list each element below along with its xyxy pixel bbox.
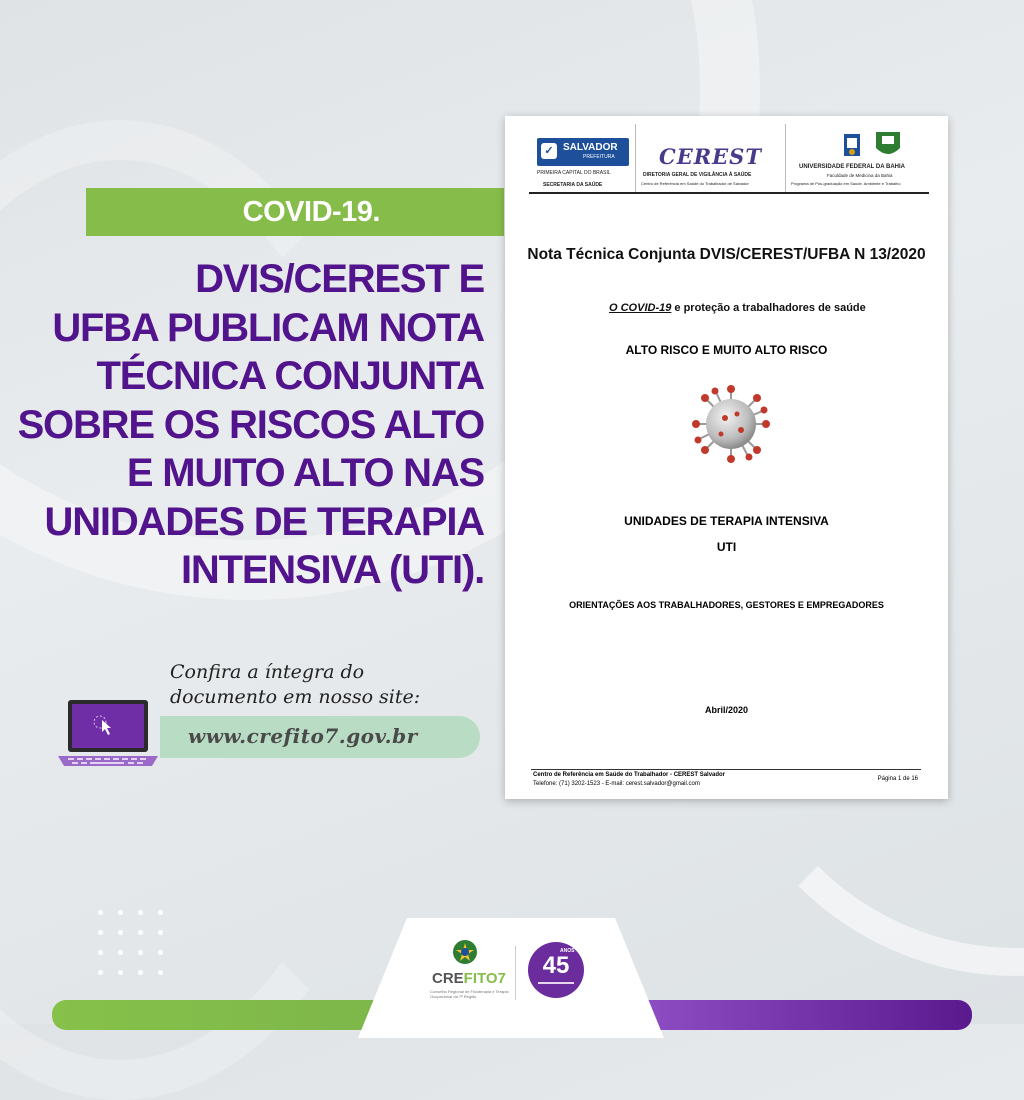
headline-line: E MUITO ALTO NAS	[126, 451, 484, 495]
salvador-logo-subtext: PREFEITURA	[583, 154, 615, 160]
crefito-logo-part: CRE	[432, 970, 464, 987]
crefito-subtitle: Conselho Regional de Fisioterapia e Terapia Ocupacional da 7ª Região	[430, 989, 509, 999]
headline-line: TÉCNICA CONJUNTA	[96, 354, 484, 398]
headline-line: UFBA PUBLICAM NOTA	[52, 305, 484, 350]
anniversary-badge	[528, 942, 584, 998]
anniversary-anos: ANOS	[560, 948, 575, 954]
ufba-name: UNIVERSIDADE FEDERAL DA BAHIA	[799, 164, 906, 170]
laptop-icon	[58, 698, 158, 770]
salvador-logo	[537, 138, 629, 166]
website-url[interactable]: www.crefito7.gov.br	[188, 724, 418, 748]
logo-divider	[785, 124, 786, 192]
website-link[interactable]	[160, 716, 480, 758]
decorative-dot-grid	[98, 910, 164, 976]
confira-line: Confira a íntegra do	[170, 661, 365, 683]
ufba-subtext: Programa de Pós-graduação em Saúde, Ambiente e Trabalho	[791, 181, 901, 186]
covid-tag	[86, 188, 504, 236]
ufba-subtext: Faculdade de Medicina da Bahia	[827, 173, 893, 178]
salvador-logo-text: SALVADOR	[563, 142, 618, 153]
covid-tag-label: COVID-19.	[242, 196, 380, 228]
footer-divider	[515, 946, 516, 1000]
salvador-emblem-icon: ✓	[541, 143, 557, 159]
confira-text	[170, 660, 420, 710]
coronavirus-icon	[691, 384, 771, 464]
fmb-crest-icon	[874, 130, 902, 160]
anniversary-number: 45	[542, 952, 570, 979]
crefito-logo	[432, 970, 506, 987]
anniversary-underline	[538, 982, 574, 984]
document-footer-rule	[531, 769, 921, 770]
headline-line: SOBRE OS RISCOS ALTO	[17, 402, 484, 447]
headline-line: UNIDADES DE TERAPIA	[44, 499, 484, 544]
document-uti-heading: UNIDADES DE TERAPIA INTENSIVA	[624, 514, 829, 528]
document-footer-org: Centro de Referência em Saúde do Trabalhador - CEREST Salvador	[533, 772, 726, 778]
salvador-secretaria-text: SECRETARIA DA SAÚDE	[543, 182, 603, 188]
document-risk-heading: ALTO RISCO E MUITO ALTO RISCO	[625, 343, 828, 357]
footer-logo-tab	[358, 918, 664, 1038]
document-subtitle	[609, 302, 866, 314]
salvador-capital-text: PRIMEIRA CAPITAL DO BRASIL	[537, 170, 611, 176]
headline-line: INTENSIVA (UTI).	[180, 548, 484, 592]
document-footer-contact: Telefone: (71) 3202-1523 - E-mail: cerest.salvador@gmail.com	[533, 781, 700, 787]
cerest-subtext: Centro de Referência em Saúde do Trabalhador de Salvador	[641, 181, 749, 186]
document-subtitle-rest: e proteção a trabalhadores de saúde	[671, 302, 866, 314]
logo-divider	[635, 124, 636, 192]
cerest-logo: CEREST	[659, 144, 762, 169]
document-logo-header	[529, 124, 929, 194]
document-date: Abril/2020	[704, 705, 749, 715]
headline	[14, 255, 484, 595]
brazil-coat-of-arms-icon	[451, 938, 479, 966]
ufba-crest-icon	[842, 132, 862, 158]
document-subtitle-emphasis: O COVID-19	[609, 302, 672, 314]
cerest-subtext: DIRETORIA GERAL DE VIGILÂNCIA À SAÚDE	[643, 172, 752, 178]
confira-line: documento em nosso site:	[170, 686, 421, 708]
document-orientations: ORIENTAÇÕES AOS TRABALHADORES, GESTORES E EMPREGADORES	[569, 600, 884, 610]
headline-line: DVIS/CEREST E	[195, 257, 484, 301]
crefito-logo-part: FITO7	[463, 970, 506, 987]
document-uti-abbrev: UTI	[716, 540, 737, 554]
document-page-number: Página 1 de 16	[877, 776, 918, 782]
document-preview	[505, 116, 948, 799]
document-title: Nota Técnica Conjunta DVIS/CEREST/UFBA N 13/2020	[527, 246, 926, 263]
